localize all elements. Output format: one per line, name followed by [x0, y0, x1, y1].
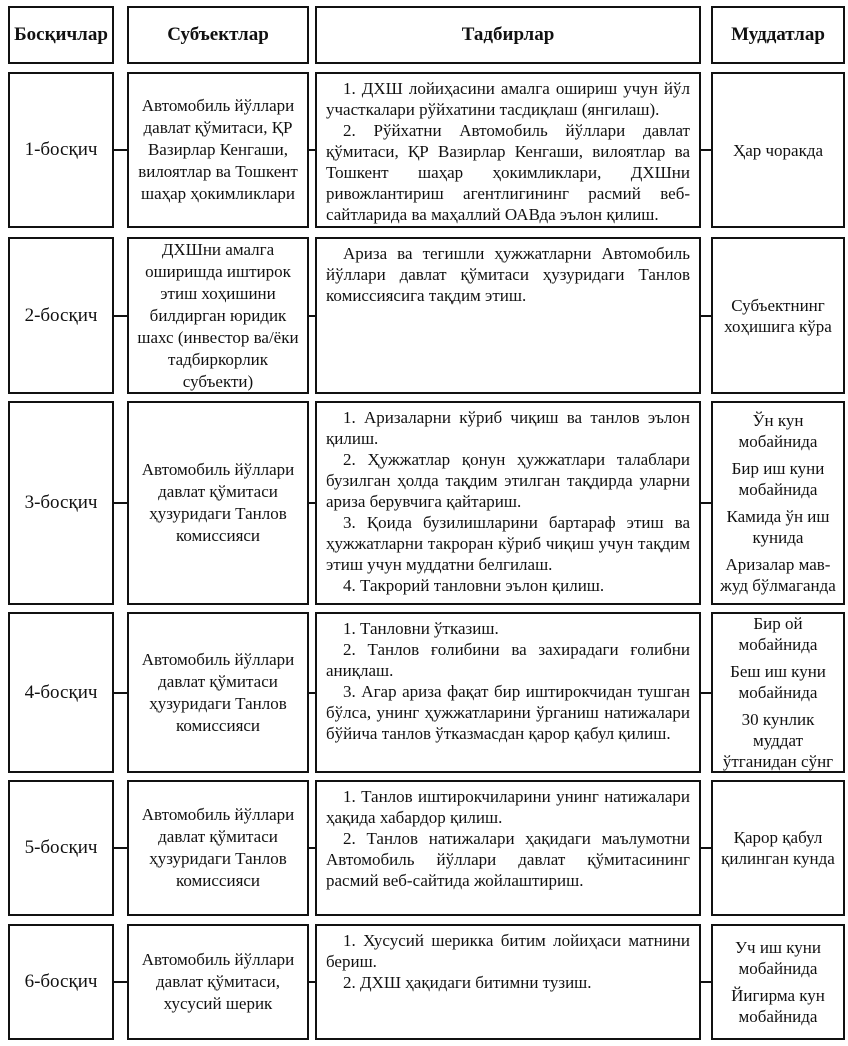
subject-box — [127, 401, 309, 605]
deadline-box — [711, 612, 845, 773]
header-label: Субъектлар — [167, 24, 269, 45]
stage-row-3 — [8, 401, 848, 605]
column-gap — [114, 6, 127, 64]
subject-text: Автомобиль йўллари давлат қўмитаси, ҚР Вазирлар Кенгаши, вилоятлар ва Тошкент шаҳар ҳокимликлари — [138, 96, 298, 203]
activities-box — [315, 780, 701, 916]
header-cell-stages — [8, 6, 114, 64]
activities-box — [315, 612, 701, 773]
stage-label: 2-босқич — [24, 304, 98, 326]
subject-box — [127, 72, 309, 228]
deadline-item: Қарор қабул қилинган кунда — [721, 828, 835, 868]
stage-label: 4-босқич — [24, 681, 98, 703]
header-label: Босқичлар — [14, 24, 108, 45]
deadline-box — [711, 237, 845, 394]
subject-box — [127, 612, 309, 773]
connector-line — [701, 502, 711, 504]
connector-line — [114, 149, 127, 151]
activity-item: 2. Рўйхатни Автомобиль йўллари давлат қўмитаси, ҚР Вазирлар Кенгаши, вилоятлар ва Тошкент шаҳар ҳокимликлари, ДХШни ривожлантириш агентлигининг расмий веб-сайтларида ва маҳаллий ОАВда эълон қилиш. — [326, 121, 690, 224]
connector-line — [701, 692, 711, 694]
header-cell-activities — [315, 6, 701, 64]
subject-text: ДХШни амалга оширишда иштирок этиш хоҳишини билдирган юридик шахс (инвестор ва/ёки тадбиркорлик субъекти) — [137, 239, 299, 391]
activity-item: 1. Аризаларни кўриб чиқиш ва танлов эълон қилиш. — [326, 408, 690, 448]
activity-item: 3. Агар ариза фақат бир иштирокчидан тушган бўлса, унинг ҳужжатларини ўрганиш натижалари бўйича танлов ўтказмасдан қарор қабул қилиш. — [326, 682, 690, 743]
connector-line — [701, 315, 711, 317]
subject-text: Автомобиль йўллари давлат қўмитаси ҳузуридаги Танлов комиссияси — [141, 460, 295, 545]
stage-box — [8, 72, 114, 228]
subject-text: Автомобиль йўллари давлат қўмитаси, хусусий шерик — [141, 950, 295, 1013]
subject-box — [127, 780, 309, 916]
header-label: Тадбирлар — [461, 24, 555, 45]
activity-item: 1. Танлов иштирокчиларини унинг натижалари ҳақида хабардор қилиш. — [326, 787, 690, 827]
stage-label: 3-босқич — [24, 492, 98, 513]
connector-line — [114, 847, 127, 849]
connector-line — [701, 847, 711, 849]
activity-item: 1. Танловни ўтказиш. — [343, 619, 499, 638]
activity-item: 1. ДХШ лойиҳасини амалга ошириш учун йўл участкалари рўйхатини тасдиқлаш (янгилаш). — [326, 79, 690, 119]
activity-item: 2. ДХШ ҳақидаги битимни тузиш. — [343, 973, 592, 992]
stage-box — [8, 924, 114, 1040]
stage-label: 5-босқич — [24, 837, 98, 858]
subject-text: Автомобиль йўллари давлат қўмитаси ҳузуридаги Танлов комиссияси — [141, 805, 295, 890]
activities-box — [315, 237, 701, 394]
deadline-item: Ҳар чоракда — [732, 140, 824, 160]
deadline-item: Камида ўн иш кунида — [726, 507, 830, 547]
stage-label: 6-босқич — [24, 971, 98, 992]
deadline-box — [711, 924, 845, 1040]
stage-row-5 — [8, 780, 848, 916]
deadline-item: 30 кунлик муддат ўтганидан сўнг — [722, 710, 834, 771]
subject-text: Автомобиль йўллари давлат қўмитаси ҳузуридаги Танлов комиссияси — [141, 649, 295, 735]
connector-line — [114, 981, 127, 983]
stage-row-4 — [8, 612, 848, 773]
stage-label: 1-босқич — [24, 139, 98, 160]
connector-line — [701, 149, 711, 151]
activity-item: 2. Танлов натижалари ҳақидаги маълумотни Автомобиль йўллари давлат қўмитасининг расмий веб-сайтида жойлаштириш. — [326, 829, 690, 890]
header-label: Муддатлар — [731, 24, 825, 45]
stage-row-6 — [8, 924, 848, 1040]
stage-box — [8, 780, 114, 916]
deadline-box — [711, 401, 845, 605]
deadline-box — [711, 780, 845, 916]
stage-row-1 — [8, 72, 848, 228]
connector-line — [701, 981, 711, 983]
header-cell-deadlines — [711, 6, 845, 64]
stage-box — [8, 612, 114, 773]
deadline-item: Бир иш куни мобайнида — [731, 459, 825, 499]
connector-line — [114, 502, 127, 504]
deadline-item: Субъектнинг хоҳишига кўра — [724, 295, 832, 336]
activities-box — [315, 924, 701, 1040]
subject-box — [127, 924, 309, 1040]
stage-box — [8, 401, 114, 605]
deadline-box — [711, 72, 845, 228]
column-gap — [701, 6, 711, 64]
activities-box — [315, 72, 701, 228]
header-cell-subjects — [127, 6, 309, 64]
activity-item: Ариза ва тегишли ҳужжатларни Автомобиль йўллари давлат қўмитаси ҳузуридаги Танлов комиссиясига тақдим этиш. — [326, 244, 690, 305]
deadline-item: Ўн кун мобайнида — [738, 411, 818, 451]
deadline-item: Уч иш куни мобайнида — [735, 938, 821, 978]
deadline-item: Йигирма кун мобайнида — [731, 986, 825, 1026]
activities-box — [315, 401, 701, 605]
deadline-item: Аризалар мав-жуд бўлмаганда — [720, 555, 836, 595]
header-row — [8, 6, 848, 64]
stage-box — [8, 237, 114, 394]
activity-item: 2. Ҳужжатлар қонун ҳужжатлари талаблари бузилган ҳолда тақдим этилган тақдирда уларни ариза берувчига қайтариш. — [326, 450, 690, 511]
connector-line — [114, 315, 127, 317]
deadline-item: Беш иш куни мобайнида — [730, 662, 826, 702]
connector-line — [114, 692, 127, 694]
stage-row-2 — [8, 237, 848, 394]
activity-item: 3. Қоида бузилишларини бартараф этиш ва ҳужжатларни такроран кўриб чиқиш учун тақдим этиш учун муддатни белгилаш. — [326, 513, 690, 574]
activity-item: 1. Хусусий шерикка битим лойиҳаси матнини бериш. — [326, 931, 690, 971]
deadline-item: Бир ой мобайнида — [738, 614, 818, 654]
activity-item: 4. Такрорий танловни эълон қилиш. — [343, 576, 605, 595]
activity-item: 2. Танлов ғолибини ва захирадаги ғолибни аниқлаш. — [326, 640, 690, 680]
subject-box — [127, 237, 309, 394]
